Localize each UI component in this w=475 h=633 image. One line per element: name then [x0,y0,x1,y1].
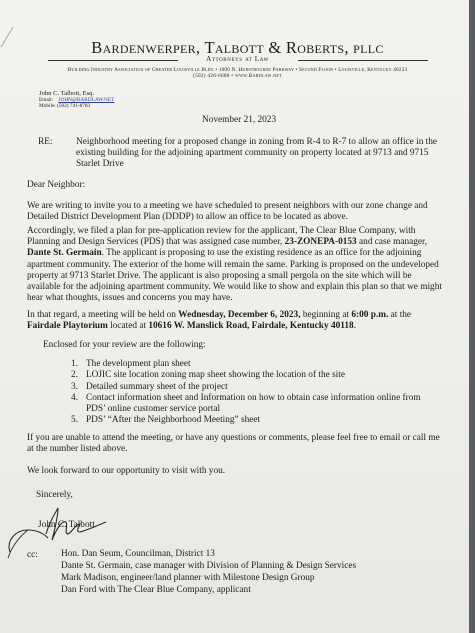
enclosure-item [71,370,421,381]
enclosure-text: LOJIC site location zoning map sheet showing the location of the site [86,370,345,381]
enclosures-list [71,359,421,427]
enclosure-number: 3. [71,381,78,392]
cc-recipient: Hon. Dan Seum, Councilman, District 13 [61,549,215,559]
case-number: 23-ZONEPA-0153 [284,237,357,248]
firm-tagline: Attorneys at Law [206,55,269,63]
re-line: Starlet Drive [76,159,124,169]
enclosures-intro: Enclosed for your review are the following: [43,340,206,350]
paragraph-line [27,310,442,321]
paragraph-case-details [27,226,442,304]
enclosure-number: 5. [71,415,78,426]
salutation: Dear Neighbor: [27,180,86,190]
text-segment: and case manager, [356,237,428,248]
enclosure-item [71,382,421,393]
case-manager-name: Dante St. Germain [27,248,102,259]
paragraph-closing: We look forward to our opportunity to visit with you. [27,466,226,476]
enclosure-number: 1. [71,359,78,369]
sender-name: John C. Talbott, Esq. [39,90,95,97]
paragraph-line: available for the adjoining apartment community. We would like to show and explain this plan so that we might [27,282,442,293]
text-segment: at the [388,310,412,320]
text-segment: . [353,321,357,332]
text-segment: located at [107,321,149,332]
paragraph-line [27,237,442,248]
enclosure-item [71,359,421,370]
enclosure-text: The development plan sheet [86,359,191,369]
letter-date: November 21, 2023 [202,115,277,125]
cc-recipient: Mark Madison, engineer/land planner with Milestone Design Group [61,573,315,583]
enclosure-number [71,404,86,415]
sender-email-label: Email: [39,97,54,103]
paragraph-line [27,248,442,259]
meeting-time: 6:00 p.m. [351,310,389,320]
complimentary-close: Sincerely, [36,490,73,500]
enclosure-item [71,393,421,404]
text-segment: In that regard, a meeting will be held on [27,310,179,320]
paragraph-line: Detailed District Development Plan (DDDP) to allow an office to be located as above. [27,212,348,223]
enclosure-item [71,415,421,426]
enclosure-text: PDS’ “After the Neighborhood Meeting” sheet [86,415,261,426]
cc-label: cc: [27,550,38,560]
paragraph-invitation [27,201,442,223]
paragraph-contact [27,433,442,455]
paragraph-line: property at 9713 Starlet Drive. The applicant is also proposing a small pergola on the site which will be [27,270,412,281]
enclosure-number: 2. [71,370,78,381]
enclosure-item [71,404,421,415]
text-segment: beginning at [300,310,352,320]
paragraph-line: hear what thoughts, issues and concerns you may have. [27,293,233,304]
cc-recipient: Dante St. Germain, case manager with Division of Planning & Design Services [61,561,357,571]
text-segment: . The applicant is proposing to use the existing residence as an office for the adjoining [101,248,422,259]
signatory-name: John C. Talbott [38,520,95,530]
paragraph-line: at the number listed above. [27,444,128,455]
meeting-venue-address: 10616 W. Manslick Road, Fairdale, Kentucky 40118 [148,321,354,332]
meeting-venue: Fairdale Playtorium [27,321,108,332]
paragraph-line: We are writing to invite you to a meeting we have scheduled to present neighbors with our zone change and [27,201,428,211]
enclosure-text: Detailed summary sheet of the project [86,381,228,392]
paragraph-line: apartment community. The exterior of the home will remain the same. Parking is proposed on the undeveloped [27,259,439,270]
re-line: existing building for the adjoining apartment community on property located at 9713 and 9715 [76,148,429,158]
paragraph-line: Accordingly, we filed a plan for pre-application review for the applicant, The Clear Blue Company, with [27,226,416,236]
re-label: RE: [38,137,53,147]
firm-phone-website: (502) 426-6688 • www.Bardlaw.net [193,73,282,79]
photo-background-edge [469,0,475,633]
cc-recipient: Dan Ford with The Clear Blue Company, applicant [61,585,251,595]
firm-address: Building Industry Association of Greater Louisville Bldg • 1000 N. Hurstbourne Parkway • Second Floor • Louisville, Kentucky 40223 [67,67,408,73]
firm-name: Bardenwerper, Talbott & Roberts, pllc [91,38,384,57]
paragraph-line: If you are unable to attend the meeting, or have any questions or comments, please feel free to email or call me [27,433,440,443]
paragraph-meeting-details [27,310,442,332]
enclosure-number: 4. [71,392,78,403]
re-line: Neighborhood meeting for a proposed change in zoning from R-4 to R-7 to allow an office in the [76,137,438,147]
enclosure-text: Contact information sheet and Information on how to obtain case information online from [86,392,421,403]
sender-mobile: Mobile: (502) 741-8783 [39,103,91,109]
paragraph-line [27,321,442,332]
enclosure-text: PDS’ online customer service portal [86,404,221,415]
meeting-date: Wednesday, December 6, 2023, [178,310,301,320]
sender-email-link[interactable]: JOHN@BARDLAW.NET [58,97,115,103]
text-segment: Planning and Design Services (PDS) that was assigned case number, [27,237,285,248]
